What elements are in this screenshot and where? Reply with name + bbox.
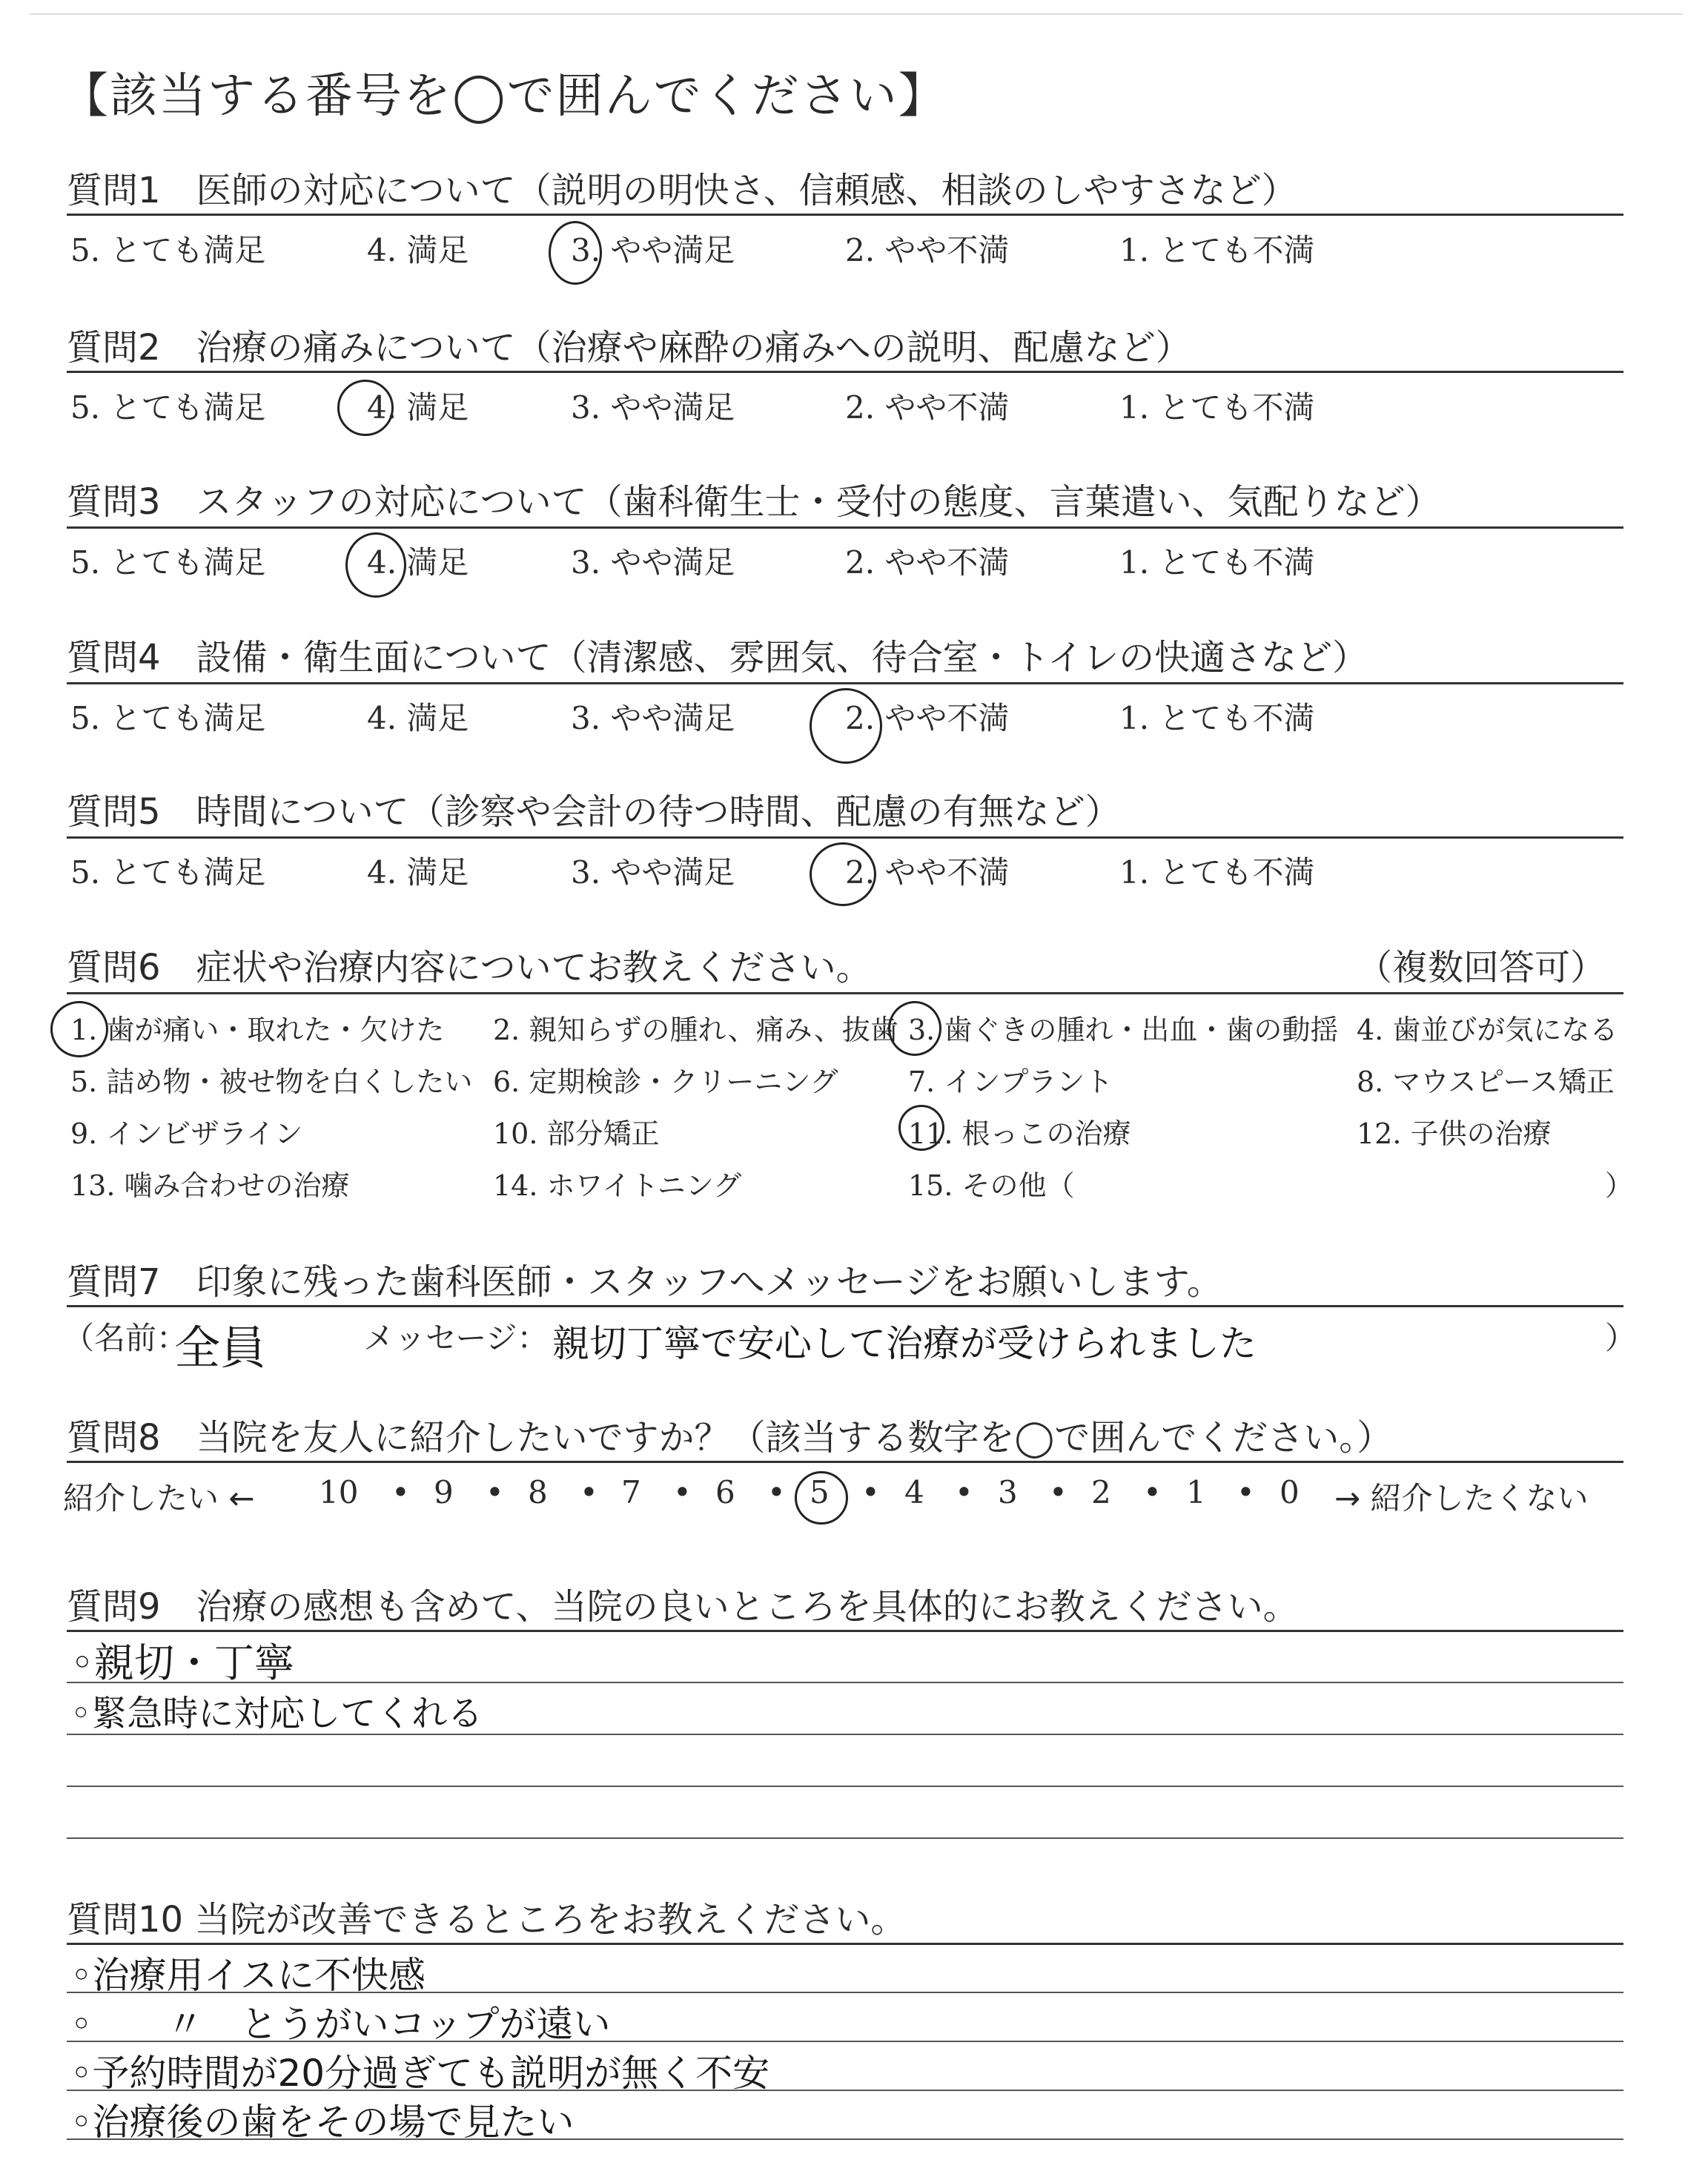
q3-opt-2[interactable]: 2. やや不満 [845,544,1010,581]
q6-item-3[interactable]: 3. 歯ぐきの腫れ・出血・歯の動揺 [908,1014,1339,1046]
q7-message-label: メッセージ： [363,1320,549,1356]
scan-edge [30,13,1683,15]
q4-opt-2[interactable]: 2. やや不満 [845,700,1010,736]
q3-opt-1[interactable]: 1. とても不満 [1119,544,1315,581]
q6-item-14[interactable]: 14. ホワイトニング [493,1169,742,1202]
q4-title: 質問4 設備・衛生面について（清潔感、雰囲気、待合室・トイレの快適さなど） [67,637,1368,678]
q8-num-6[interactable]: 6 [715,1474,735,1510]
q1-opt-4[interactable]: 4. 満足 [367,232,469,268]
q8-num-10[interactable]: 10 [319,1474,359,1510]
q3-opt-5[interactable]: 5. とても満足 [70,544,266,581]
q10-answer-4[interactable]: ◦治療後の歯をその場で見たい [70,2101,575,2144]
q10-answer-3[interactable]: ◦予約時間が20分過ぎても説明が無く不安 [70,2052,770,2095]
q10-answer-2[interactable]: ◦ 〃 とうがいコップが遠い [70,2003,611,2046]
q9-answer-1[interactable]: ◦親切・丁寧 [70,1639,294,1686]
q1-opt-5[interactable]: 5. とても満足 [70,232,266,268]
q7-title: 質問7 印象に残った歯科医師・スタッフへメッセージをお願いします。 [67,1261,1222,1303]
q9-answer-line [67,1682,1623,1683]
q6-item-9[interactable]: 9. インビザライン [70,1117,303,1150]
q10-title: 質問10 当院が改善できるところをお教えください。 [67,1899,907,1941]
q5-opt-3[interactable]: 3. やや満足 [571,854,735,891]
q5-selection-circle [810,842,876,906]
q8-separator: • [955,1474,973,1510]
q1-opt-2[interactable]: 2. やや不満 [845,232,1010,268]
q3-selection-circle [345,532,406,598]
q8-num-3[interactable]: 3 [998,1474,1018,1510]
q6-selection-circle-1 [50,1001,108,1057]
q4-opt-5[interactable]: 5. とても満足 [70,700,266,736]
q6-item-4[interactable]: 4. 歯並びが気になる [1357,1014,1618,1046]
q6-item-15-close: ） [1605,1169,1634,1202]
q4-selection-circle [810,688,882,764]
q4-rule [67,682,1623,684]
q8-left-label: 紹介したい ← [63,1480,255,1516]
q1-opt-3[interactable]: 3. やや満足 [571,232,735,268]
q8-separator: • [767,1474,786,1510]
q5-rule [67,836,1623,839]
q6-item-8[interactable]: 8. マウスピース矯正 [1357,1066,1615,1098]
q7-rule [67,1305,1623,1307]
q8-num-2[interactable]: 2 [1091,1474,1111,1510]
q6-item-6[interactable]: 6. 定期検診・クリーニング [493,1066,838,1098]
q8-separator: • [1049,1474,1068,1510]
q8-title: 質問8 当院を友人に紹介したいですか？（該当する数字を◯で囲んでください。） [67,1417,1393,1459]
q5-opt-1[interactable]: 1. とても不満 [1119,854,1315,891]
q6-item-11[interactable]: 11. 根っこの治療 [908,1117,1131,1150]
q7-message-value[interactable]: 親切丁寧で安心して治療が受けられました [552,1322,1257,1365]
q9-title: 質問9 治療の感想も含めて、当院の良いところを具体的にお教えください。 [67,1586,1299,1628]
q3-title: 質問3 スタッフの対応について（歯科衛生士・受付の態度、言葉遣い、気配りなど） [67,481,1441,523]
q6-item-15[interactable]: 15. その他（ [908,1169,1075,1202]
q5-opt-2[interactable]: 2. やや不満 [845,854,1010,891]
q3-opt-4[interactable]: 4. 満足 [367,544,469,581]
q9-answer-line [67,1837,1623,1839]
q4-opt-4[interactable]: 4. 満足 [367,700,469,736]
q2-opt-5[interactable]: 5. とても満足 [70,389,266,426]
q3-opt-3[interactable]: 3. やや満足 [571,544,735,581]
q6-item-10[interactable]: 10. 部分矯正 [493,1117,660,1150]
q2-selection-circle [337,380,394,436]
q8-num-8[interactable]: 8 [528,1474,548,1510]
q6-item-13[interactable]: 13. 噛み合わせの治療 [70,1169,350,1202]
q8-num-0[interactable]: 0 [1280,1474,1300,1510]
q8-separator: • [1143,1474,1162,1510]
q6-item-5[interactable]: 5. 詰め物・被せ物を白くしたい [70,1066,473,1098]
q8-num-9[interactable]: 9 [434,1474,454,1510]
q6-item-7[interactable]: 7. インプラント [908,1066,1113,1098]
q8-selection-circle [795,1471,848,1525]
q8-num-5[interactable]: 5 [810,1474,830,1510]
q1-selection-circle [549,221,602,285]
q8-separator: • [486,1474,504,1510]
q1-opt-1[interactable]: 1. とても不満 [1119,232,1315,268]
q9-answer-2[interactable]: ◦緊急時に対応してくれる [70,1693,483,1734]
q3-rule [67,526,1623,529]
q8-separator: • [580,1474,598,1510]
q2-opt-2[interactable]: 2. やや不満 [845,389,1010,426]
q6-selection-circle-3 [888,1001,941,1056]
q6-selection-circle-11 [898,1105,944,1151]
q5-opt-4[interactable]: 4. 満足 [367,854,469,891]
q6-item-1[interactable]: 1. 歯が痛い・取れた・欠けた [70,1014,445,1046]
q9-rule [67,1630,1623,1632]
q2-opt-4[interactable]: 4. 満足 [367,389,469,426]
page-header: 【該当する番号を◯で囲んでください】 [61,69,947,124]
q6-item-12[interactable]: 12. 子供の治療 [1357,1117,1552,1150]
q8-num-4[interactable]: 4 [904,1474,924,1510]
q7-name-label: （名前： [63,1320,188,1356]
q9-answer-line [67,1786,1623,1787]
q8-rule [67,1461,1623,1463]
q2-rule [67,371,1623,373]
q6-note: （複数回答可） [1357,947,1606,988]
q5-opt-5[interactable]: 5. とても満足 [70,854,266,891]
q7-close: ） [1605,1320,1637,1356]
q8-right-label: → 紹介したくない [1334,1480,1589,1516]
q5-title: 質問5 時間について（診察や会計の待つ時間、配慮の有無など） [67,791,1121,833]
q8-num-7[interactable]: 7 [621,1474,641,1510]
q8-separator: • [861,1474,880,1510]
q1-rule [67,214,1623,216]
q8-separator: • [391,1474,410,1510]
q6-title: 質問6 症状や治療内容についてお教えください。 [67,947,872,988]
q6-item-2[interactable]: 2. 親知らずの腫れ、痛み、抜歯 [493,1014,898,1046]
q6-rule [67,992,1623,994]
q10-rule [67,1943,1623,1945]
q4-opt-3[interactable]: 3. やや満足 [571,700,735,736]
q2-opt-3[interactable]: 3. やや満足 [571,389,735,426]
q1-title: 質問1 医師の対応について（説明の明快さ、信頼感、相談のしやすさなど） [67,170,1297,211]
q4-opt-1[interactable]: 1. とても不満 [1119,700,1315,736]
q10-answer-1[interactable]: ◦治療用イスに不快感 [70,1954,426,1997]
q2-opt-1[interactable]: 1. とても不満 [1119,389,1315,426]
q8-separator: • [1237,1474,1255,1510]
q8-separator: • [673,1474,692,1510]
q7-name-value[interactable]: 全員 [174,1321,267,1375]
q8-num-1[interactable]: 1 [1186,1474,1206,1510]
q2-title: 質問2 治療の痛みについて（治療や麻酔の痛みへの説明、配慮など） [67,327,1191,369]
